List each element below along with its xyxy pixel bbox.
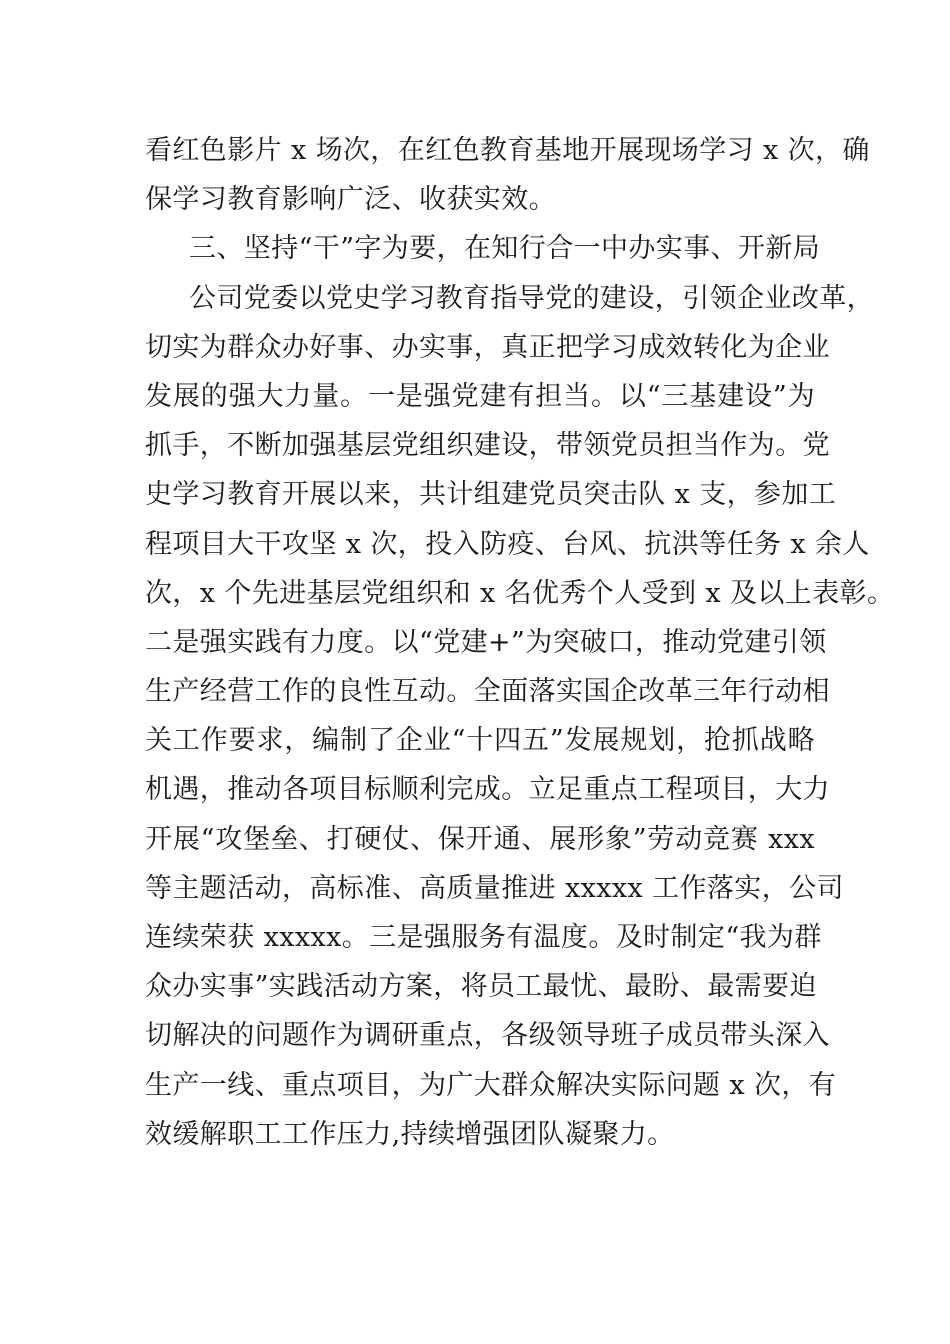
body-line: 开展“攻堡垒、打硬仗、保开通、展形象”劳动竞赛 xxx <box>145 823 815 855</box>
body-line: 效缓解职工工作压力,持续增强团队凝聚力。 <box>145 1118 675 1150</box>
body-line: 抓手，不断加强基层党组织建设，带领党员担当作为。党 <box>145 430 830 462</box>
body-line: 史学习教育开展以来，共计组建党员突击队 x 支，参加工 <box>145 479 837 511</box>
body-line: 生产一线、重点项目，为广大群众解决实际问题 x 次，有 <box>145 1069 837 1101</box>
body-line: 众办实事”实践活动方案，将员工最忧、最盼、最需要迫 <box>145 971 817 1003</box>
body-line: 公司党委以党史学习教育指导党的建设，引领企业改革， <box>189 282 874 314</box>
section-heading: 三、坚持“干”字为要，在知行合一中办实事、开新局 <box>189 233 821 265</box>
body-line: 机遇，推动各项目标顺利完成。立足重点工程项目，大力 <box>145 774 830 806</box>
document-body <box>145 126 895 1159</box>
body-line: 二是强实践有力度。以“党建+”为突破口，推动党建引领 <box>145 626 827 658</box>
body-line: 次，x 个先进基层党组织和 x 名优秀个人受到 x 及以上表彰。 <box>145 577 895 609</box>
body-line: 切实为群众办好事、办实事，真正把学习成效转化为企业 <box>145 331 830 363</box>
body-line: 等主题活动，高标准、高质量推进 xxxxx 工作落实，公司 <box>145 872 844 904</box>
body-line: 看红色影片 x 场次，在红色教育基地开展现场学习 x 次，确 <box>145 135 870 166</box>
body-line: 生产经营工作的良性互动。全面落实国企改革三年行动相 <box>145 676 830 708</box>
body-line: 发展的强大力量。一是强党建有担当。以“三基建设”为 <box>145 380 815 412</box>
body-line: 关工作要求，编制了企业“十四五”发展规划，抢抓战略 <box>145 725 815 757</box>
body-line: 程项目大干攻坚 x 次，投入防疫、台风、抗洪等任务 x 余人 <box>145 528 870 560</box>
body-line: 保学习教育影响广泛、收获实效。 <box>145 184 556 216</box>
body-line: 切解决的问题作为调研重点，各级领导班子成员带头深入 <box>145 1020 830 1052</box>
body-line: 连续荣获 xxxxx。三是强服务有温度。及时制定“我为群 <box>145 922 822 953</box>
